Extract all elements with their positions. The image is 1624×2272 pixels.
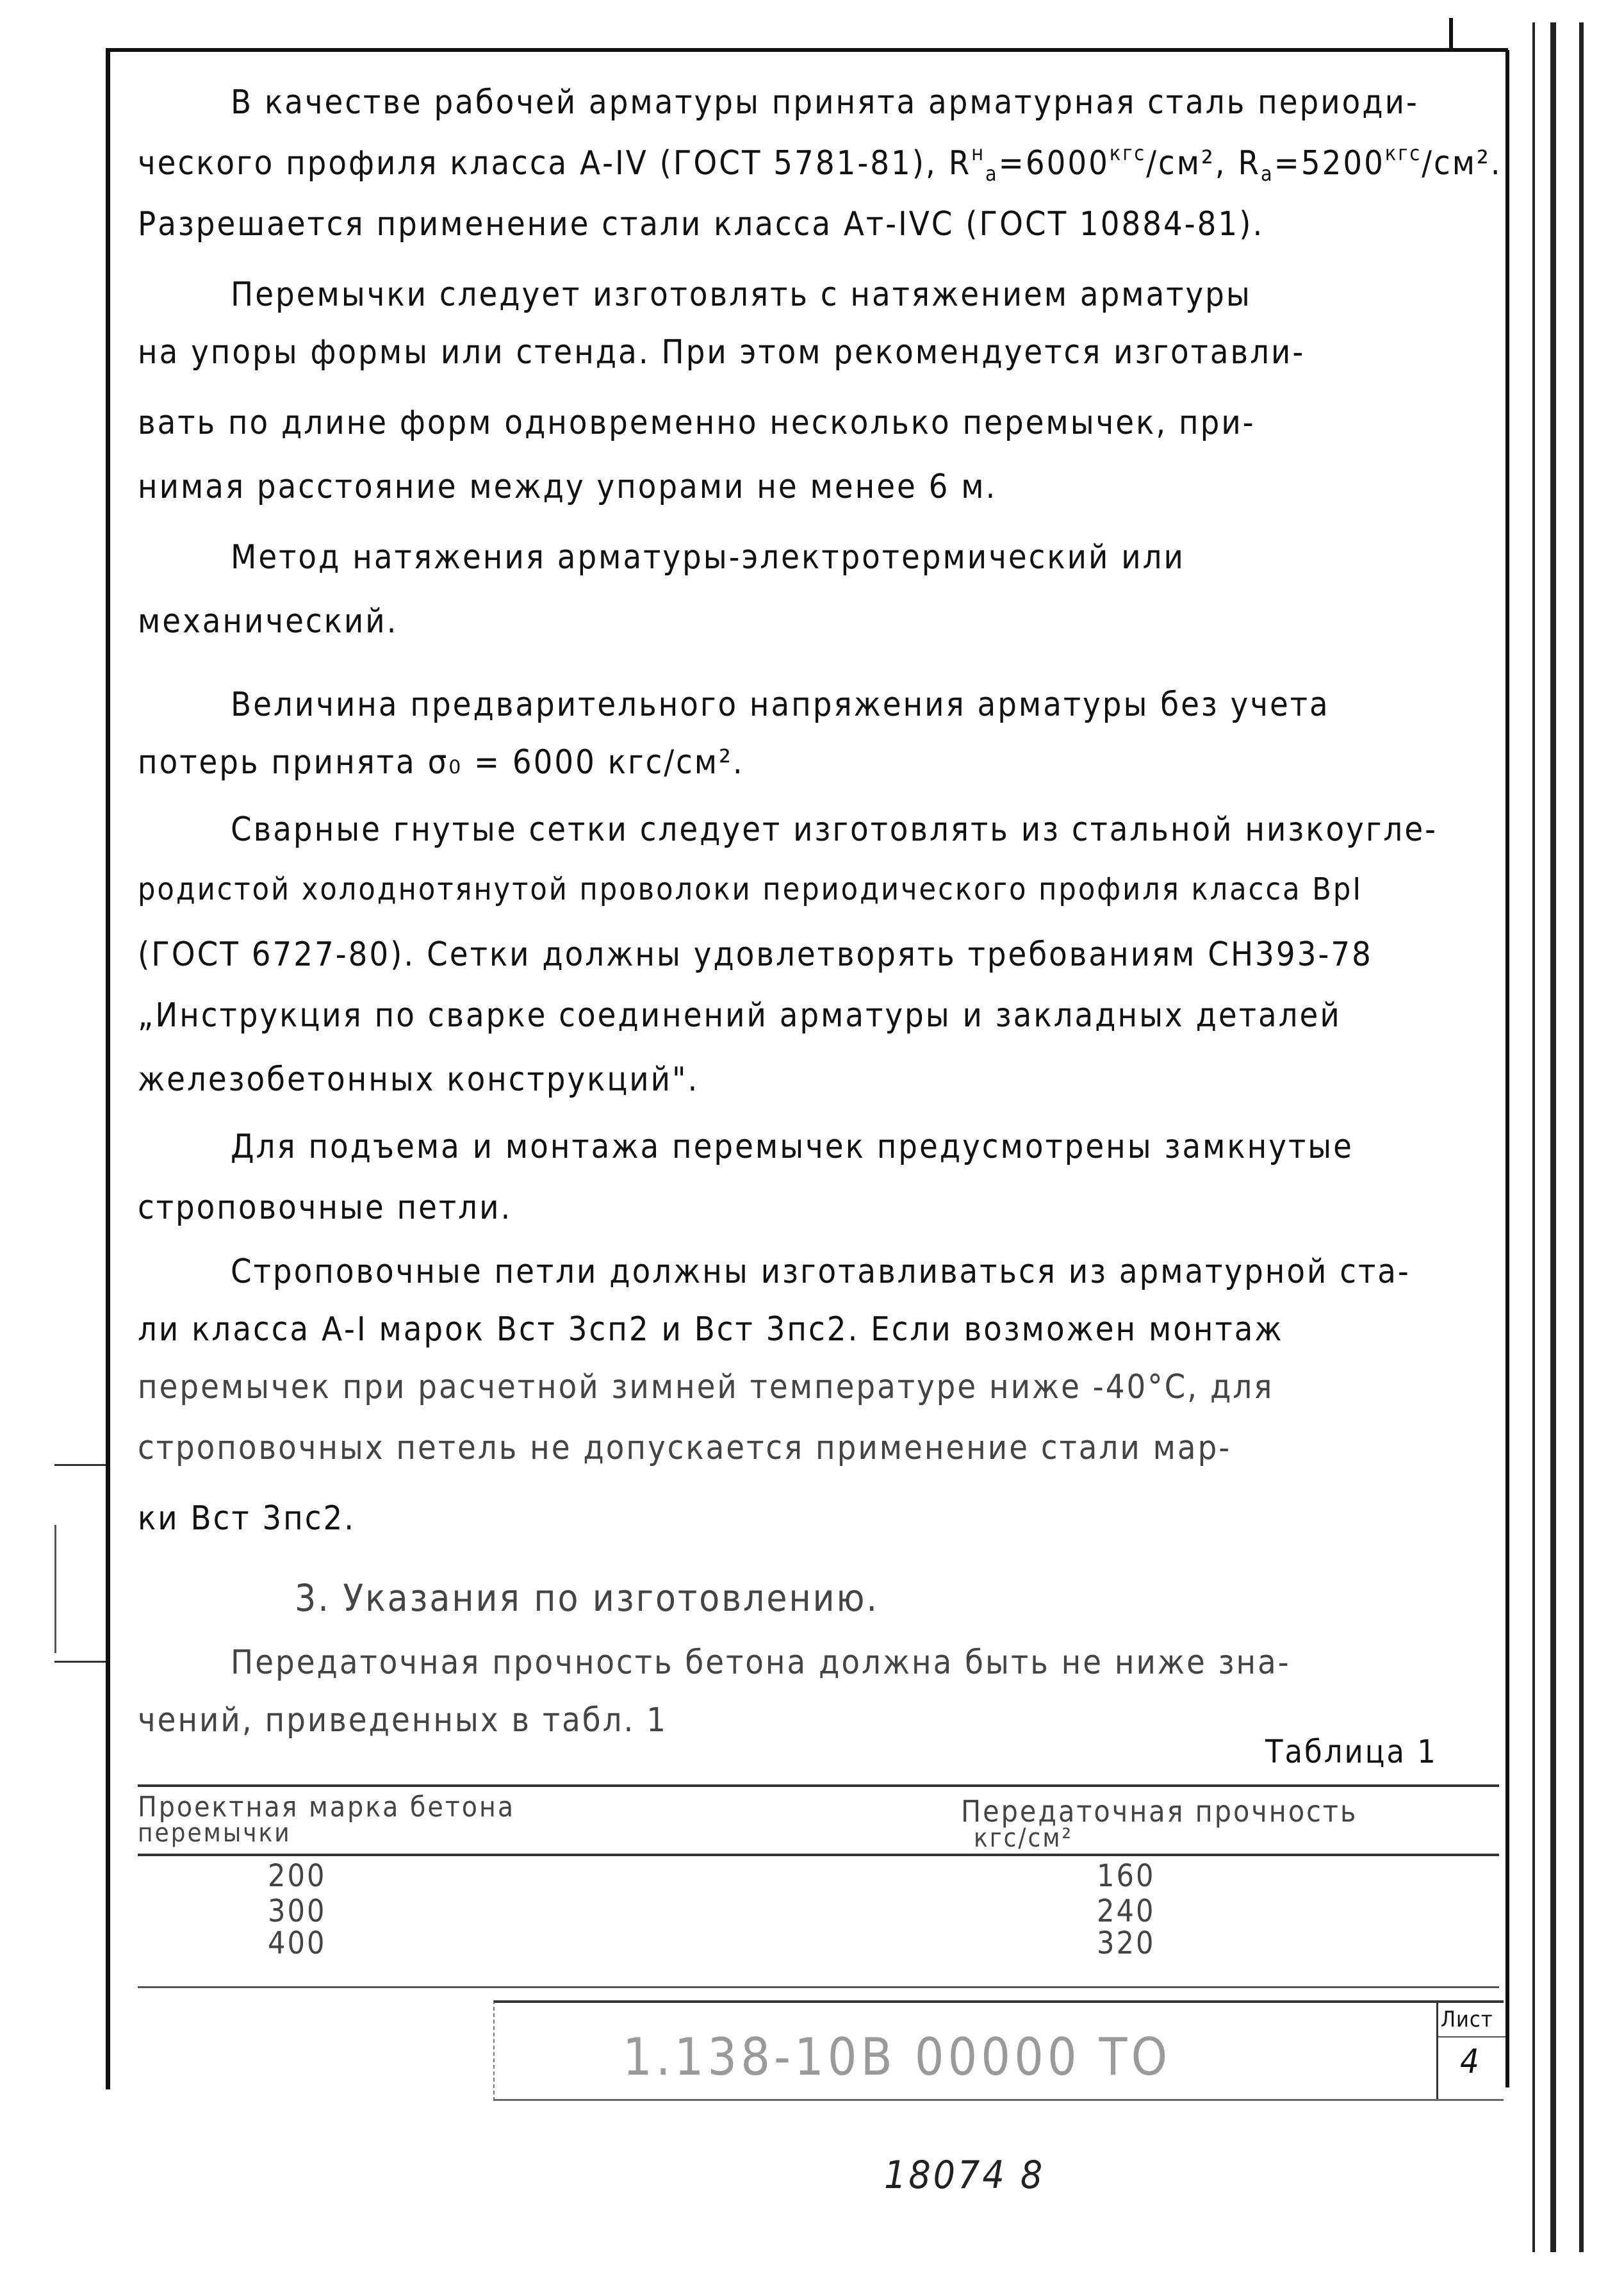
sheet-cell	[1436, 2003, 1505, 2099]
binding-edge-line	[1532, 22, 1535, 2252]
formula-r1-unit-sup: кгс	[1109, 141, 1147, 165]
paragraph-7-line-5: ки Вст 3пс2.	[138, 1499, 356, 1538]
formula-prefix: ческого профиля класса А-IV (ГОСТ 5781-81), R	[138, 144, 972, 183]
margin-line	[54, 1525, 56, 1653]
table-cell-grade: 300	[268, 1893, 327, 1929]
table-cell-strength: 160	[1097, 1858, 1156, 1894]
paragraph-7-line-3: перемычек при расчетной зимней температуре ниже -40°С, для	[138, 1368, 1274, 1406]
table-top-rule	[138, 1784, 1499, 1787]
binding-edge-line	[1579, 22, 1584, 2252]
table-header-col2-line1: Передаточная прочность	[961, 1794, 1358, 1829]
sheet-cell-divider	[1438, 2036, 1505, 2037]
paragraph-1-line-1: В качестве рабочей арматуры принята арматурная сталь периоди-	[231, 83, 1419, 122]
formula-r2-sub: a	[1260, 161, 1274, 186]
formula-r1-unit: /см², R	[1146, 144, 1261, 183]
paragraph-2-line-4: нимая расстояние между упорами не менее 6 м.	[138, 468, 997, 506]
binding-edge-line	[1550, 22, 1556, 2252]
paragraph-1-line-3: Разрешается применение стали класса Ат-IVС (ГОСТ 10884-81).	[138, 205, 1265, 243]
drawing-frame-right-border	[1505, 50, 1509, 2087]
formula-r1-sub: a	[985, 161, 999, 186]
section-heading: 3. Указания по изготовлению.	[295, 1576, 879, 1620]
table-cell-grade: 400	[268, 1925, 327, 1961]
table-cell-grade: 200	[268, 1858, 327, 1894]
paragraph-5-line-3: (ГОСТ 6727-80). Сетки должны удовлетворять требованиям СН393-78	[138, 935, 1373, 974]
section-paragraph-line-1: Передаточная прочность бетона должна быть не ниже зна-	[231, 1643, 1291, 1682]
formula-r2-value: =5200	[1274, 144, 1385, 183]
formula-r1-sup: н	[971, 141, 986, 165]
paragraph-4-line-1: Величина предварительного напряжения арматуры без учета	[231, 686, 1330, 724]
table-cell-strength: 320	[1097, 1925, 1156, 1961]
paragraph-1-line-2	[138, 141, 1502, 186]
paragraph-5-line-5: железобетонных конструкций".	[138, 1060, 700, 1099]
table-header-col1-line1: Проектная марка бетона	[138, 1791, 516, 1823]
paragraph-3-line-2: механический.	[138, 602, 398, 641]
paragraph-6-line-2: строповочные петли.	[138, 1189, 513, 1227]
paragraph-7-line-2: ли класса А-I марок Вст 3сп2 и Вст 3пс2. Если возможен монтаж	[138, 1310, 1284, 1349]
paragraph-5-line-2: родистой холоднотянутой проволоки периодического профиля класса ВрI	[138, 871, 1363, 907]
table-cell-strength: 240	[1097, 1893, 1156, 1929]
paragraph-7-line-4: строповочных петель не допускается применение стали мар-	[138, 1429, 1232, 1467]
table-header-col1-line2: перемычки	[138, 1818, 291, 1848]
formula-r2-unit: /см².	[1422, 144, 1502, 183]
frame-top-tick	[1449, 18, 1453, 51]
paragraph-5-line-4: „Инструкция по сварке соединений арматуры и закладных деталей	[138, 996, 1341, 1035]
paragraph-2-line-1: Перемычки следует изготовлять с натяжением арматуры	[231, 276, 1252, 314]
paragraph-4-line-2: потерь принята σ₀ = 6000 кгс/см².	[138, 743, 744, 782]
paragraph-3-line-1: Метод натяжения арматуры-электротермический или	[231, 538, 1185, 577]
paragraph-2-line-3: вать по длине форм одновременно несколько перемычек, при-	[138, 404, 1256, 442]
document-code: 1.138-10В 00000 ТО	[623, 2027, 1172, 2087]
archive-number: 18074 8	[884, 2153, 1046, 2198]
paragraph-7-line-1: Строповочные петли должны изготавливаться из арматурной ста-	[231, 1253, 1411, 1291]
margin-tick	[54, 1464, 106, 1466]
formula-r2-unit-sup: кгс	[1384, 141, 1422, 165]
sheet-label: Лист	[1441, 2007, 1493, 2032]
paragraph-5-line-1: Сварные гнутые сетки следует изготовлять из стальной низкоугле-	[231, 811, 1438, 849]
table-header-rule	[138, 1854, 1499, 1856]
sheet-number: 4	[1460, 2043, 1479, 2081]
table-header-col2-line2: кгс/см²	[974, 1823, 1073, 1853]
margin-tick	[54, 1661, 106, 1663]
section-paragraph-line-2: чений, приведенных в табл. 1	[138, 1701, 668, 1740]
title-block	[493, 2000, 1504, 2101]
table-bottom-rule	[138, 1986, 1499, 1988]
paragraph-6-line-1: Для подъема и монтажа перемычек предусмотрены замкнутые	[231, 1128, 1354, 1166]
formula-r1-value: =6000	[998, 144, 1110, 183]
paragraph-2-line-2: на упоры формы или стенда. При этом рекомендуется изготавли-	[138, 333, 1306, 372]
table-caption: Таблица 1	[1265, 1733, 1438, 1770]
